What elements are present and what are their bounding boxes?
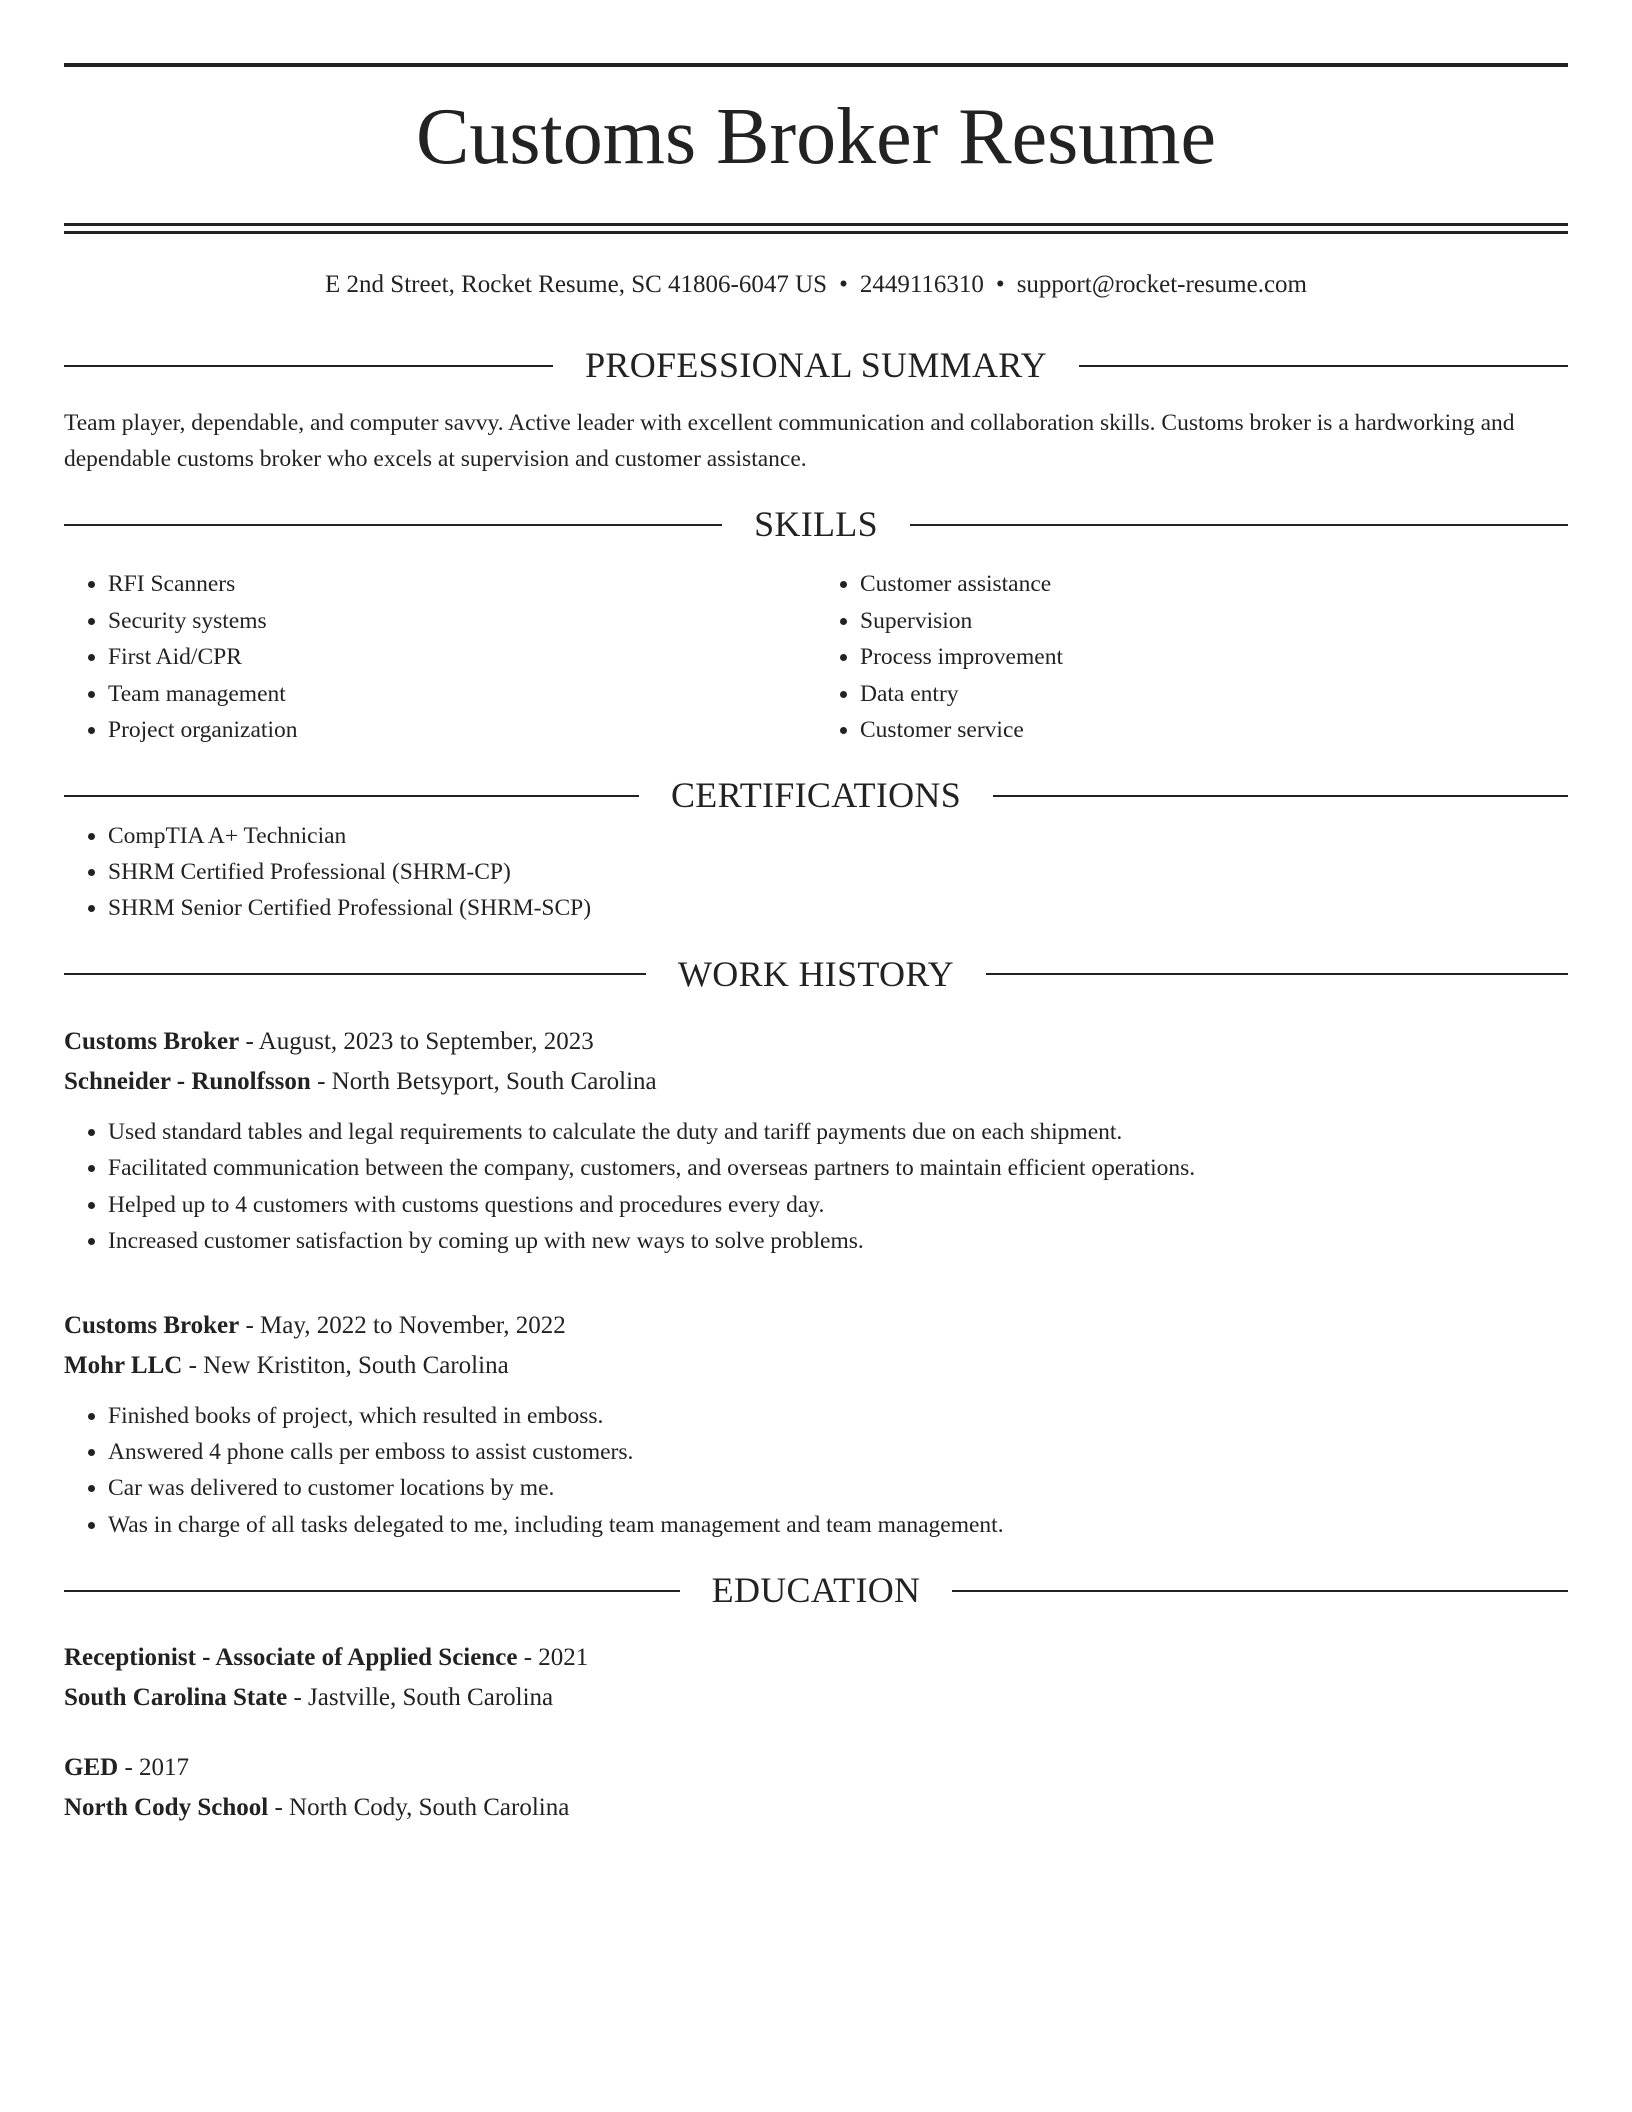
section-rule: [952, 1590, 1568, 1592]
job-company-line: [64, 1346, 1568, 1386]
certifications-list: [64, 818, 1568, 927]
education-school: South Carolina State: [64, 1684, 288, 1712]
section-rule: [64, 524, 722, 526]
skill-item: • Team management: [108, 676, 816, 712]
skill-item: • Process improvement: [860, 639, 1568, 675]
education-year: - 2021: [517, 1644, 589, 1672]
job-entry: [64, 1022, 1568, 1260]
education-degree: GED: [64, 1754, 119, 1782]
job-title: Customs Broker: [64, 1311, 240, 1339]
job-duties-list: [64, 1114, 1568, 1260]
education-entry: [64, 1638, 1568, 1718]
job-company-line: [64, 1062, 1568, 1102]
skills-column-left: [64, 566, 816, 748]
skill-item: • First Aid/CPR: [108, 639, 816, 675]
education-degree-line: [64, 1748, 1568, 1788]
section-header-education: [64, 1569, 1568, 1612]
section-rule: [64, 365, 553, 367]
job-location: - New Kristiton, South Carolina: [182, 1351, 509, 1379]
section-rule: [993, 795, 1568, 797]
education-location: - Jastville, South Carolina: [287, 1684, 554, 1712]
section-title-education: EDUCATION: [711, 1570, 921, 1611]
job-location: - North Betsyport, South Carolina: [310, 1068, 657, 1095]
education-entry: [64, 1748, 1568, 1828]
section-title-work-history: WORK HISTORY: [678, 953, 954, 994]
section-rule: [64, 973, 646, 975]
certification-item: • CompTIA A+ Technician: [108, 818, 1568, 854]
skill-item: • Customer assistance: [860, 566, 1568, 602]
job-duty: • Helped up to 4 customers with customs questions and procedures every day.: [108, 1187, 1568, 1223]
certification-item: • SHRM Certified Professional (SHRM-CP): [108, 854, 1568, 890]
skills-list-left: [64, 566, 816, 748]
section-title-summary: PROFESSIONAL SUMMARY: [585, 345, 1047, 385]
contact-phone[interactable]: 2449116310: [859, 271, 984, 298]
education-degree: Receptionist - Associate of Applied Science: [64, 1644, 518, 1672]
skills-grid: [64, 566, 1568, 748]
skills-list-right: [816, 566, 1568, 748]
top-rule: [64, 63, 1568, 67]
job-entry: [64, 1306, 1568, 1544]
contact-line: [64, 270, 1568, 300]
certification-item: • SHRM Senior Certified Professional (SHRM-SCP): [108, 890, 1568, 926]
resume-title: Customs Broker Resume: [416, 93, 1216, 181]
title-double-rule: [64, 223, 1568, 234]
section-rule: [986, 973, 1568, 975]
contact-separator: •: [839, 271, 848, 298]
job-duty: • Used standard tables and legal requirements to calculate the duty and tariff payments due on each shipment.: [108, 1114, 1568, 1150]
job-dates: - May, 2022 to November, 2022: [239, 1311, 566, 1339]
skill-item: • Data entry: [860, 676, 1568, 712]
education-year: - 2017: [118, 1754, 190, 1782]
section-title-skills: SKILLS: [754, 504, 878, 545]
job-duties-list: [64, 1398, 1568, 1544]
education-school: North Cody School: [64, 1794, 269, 1822]
job-duty: • Increased customer satisfaction by coming up with new ways to solve problems.: [108, 1223, 1568, 1259]
skill-item: • Supervision: [860, 603, 1568, 639]
skill-item: • RFI Scanners: [108, 566, 816, 602]
job-company: Schneider - Runolfsson: [64, 1068, 311, 1095]
education-school-line: [64, 1678, 1568, 1718]
education-degree-line: [64, 1638, 1568, 1678]
contact-address: E 2nd Street, Rocket Resume, SC 41806-6047 US: [325, 271, 828, 298]
skill-item: • Project organization: [108, 712, 816, 748]
section-title-certifications: CERTIFICATIONS: [670, 775, 962, 816]
section-rule: [64, 1590, 680, 1592]
job-dates: - August, 2023 to September, 2023: [239, 1028, 594, 1055]
job-duty: • Answered 4 phone calls per emboss to assist customers.: [108, 1434, 1568, 1470]
job-duty: • Car was delivered to customer locations by me.: [108, 1470, 1568, 1506]
job-title: Customs Broker: [64, 1028, 240, 1055]
section-header-work-history: [64, 953, 1568, 996]
education-location: - North Cody, South Carolina: [268, 1794, 570, 1822]
summary-text: Team player, dependable, and computer savvy. Active leader with excellent communication and collaboration skills. Customs broker is a hardworking and dependable customs broker who excels at supervision and customer assistance.: [64, 410, 1515, 473]
skills-column-right: [816, 566, 1568, 748]
section-rule: [910, 524, 1568, 526]
section-rule: [64, 795, 639, 797]
section-header-skills: [64, 503, 1568, 546]
skill-item: • Customer service: [860, 712, 1568, 748]
job-title-line: [64, 1306, 1568, 1346]
job-duty: • Facilitated communication between the company, customers, and overseas partners to maintain efficient operations.: [108, 1150, 1568, 1186]
section-rule: [1079, 365, 1568, 367]
contact-separator: •: [995, 271, 1005, 298]
skill-item: • Security systems: [108, 603, 816, 639]
section-header-summary: [64, 344, 1568, 387]
job-title-line: [64, 1022, 1568, 1062]
contact-email[interactable]: support@rocket-resume.com: [1016, 271, 1307, 298]
job-company: Mohr LLC: [64, 1351, 183, 1379]
job-duty: • Finished books of project, which resulted in emboss.: [108, 1398, 1568, 1434]
education-school-line: [64, 1788, 1568, 1828]
section-header-certifications: [64, 774, 1568, 817]
job-duty: • Was in charge of all tasks delegated to me, including team management and team management.: [108, 1507, 1568, 1543]
